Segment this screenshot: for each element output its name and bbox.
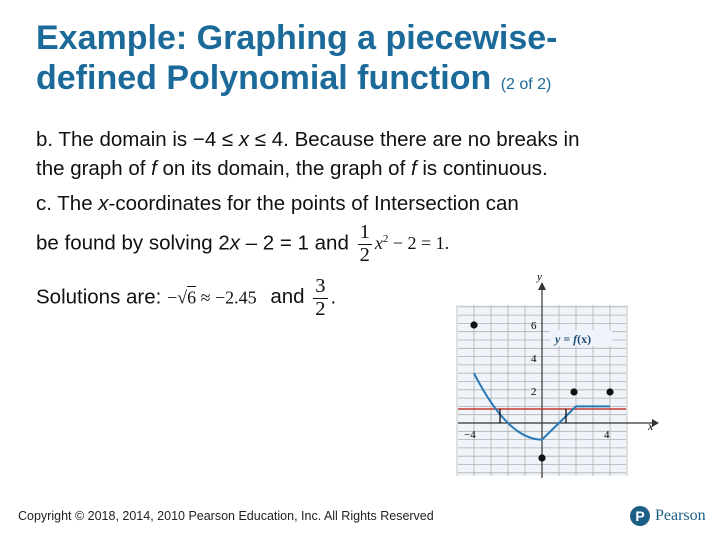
function-f: f (151, 157, 157, 180)
variable-x: x (238, 128, 250, 151)
title-line-2 (36, 58, 696, 105)
part-b-line-2 (36, 157, 548, 181)
exponent: 2 (382, 233, 389, 246)
endpoint-right (606, 388, 613, 395)
part-b-text: on its domain, the graph of (156, 157, 411, 180)
variable-x: x (98, 192, 109, 215)
tick-label-x-neg4: −4 (464, 429, 476, 441)
fraction-numerator: 1 (359, 221, 370, 243)
variable-x: x (229, 231, 240, 255)
part-b-text: b. The domain is −4 ≤ (36, 128, 239, 151)
part-c-line-2 (36, 222, 449, 266)
slide-title (36, 18, 696, 105)
and-word: and (270, 285, 305, 309)
tick-label-y-4: 4 (531, 353, 537, 365)
solution-negative-root (167, 287, 257, 307)
tick-label-x-4: 4 (604, 429, 610, 441)
part-c-text: be found by solving 2 (36, 231, 230, 255)
part-b-text: ≤ 4. Because there are no breaks in (249, 128, 580, 151)
radicand: 6 (187, 287, 197, 308)
function-label (553, 332, 591, 346)
radical-sign: √ (177, 287, 188, 308)
fraction-one-half (358, 222, 372, 266)
solutions-label: Solutions are: (36, 285, 162, 309)
pearson-logo (630, 506, 706, 526)
breakpoint (570, 388, 577, 395)
label-f: f (573, 332, 578, 346)
variable-x: x (374, 233, 383, 254)
tick-label-y-6: 6 (531, 320, 537, 332)
part-c-line-1 (36, 192, 519, 216)
equation-expression (375, 233, 449, 253)
title-line-1: Example: Graphing a piecewise- (36, 19, 558, 57)
x-axis-label: x (648, 419, 654, 433)
solutions-line (36, 276, 336, 320)
fraction-denominator: 2 (315, 297, 326, 320)
equation-rest: − 2 = 1. (388, 233, 450, 254)
part-c-text: -coordinates for the points of Intersection can (108, 192, 519, 215)
approximation: ≈ −2.45 (196, 287, 257, 308)
y-axis-label: y (537, 271, 542, 283)
pearson-logo-text: Pearson (655, 507, 706, 524)
copyright-text: Copyright © 2018, 2014, 2010 Pearson Education, Inc. All Rights Reserved (18, 509, 434, 523)
vertex-point (538, 454, 545, 461)
y-axis-arrow-icon (538, 282, 546, 290)
part-c-text: – 2 = 1 and (240, 231, 349, 255)
minus-sign: − (167, 287, 178, 308)
endpoint-left (470, 321, 477, 328)
fraction-denominator: 2 (359, 243, 370, 266)
part-b-text: the graph of (36, 157, 152, 180)
part-c-text: c. The (36, 192, 99, 215)
piecewise-graph (440, 268, 670, 488)
pearson-logo-icon: P (630, 506, 650, 526)
title-line-2-text: defined Polynomial function (36, 59, 492, 97)
part-b-text: is continuous. (416, 157, 548, 180)
function-f: f (410, 157, 417, 180)
label-equals: = (560, 332, 574, 346)
period: . (330, 285, 337, 309)
part-b-line-1 (36, 128, 579, 152)
label-y: y (555, 332, 561, 346)
fraction-three-halves (313, 276, 327, 320)
tick-label-y-2: 2 (531, 386, 537, 398)
title-page-indicator: (2 of 2) (500, 76, 552, 93)
label-arg: (x) (577, 332, 592, 346)
fraction-numerator: 3 (315, 275, 326, 297)
